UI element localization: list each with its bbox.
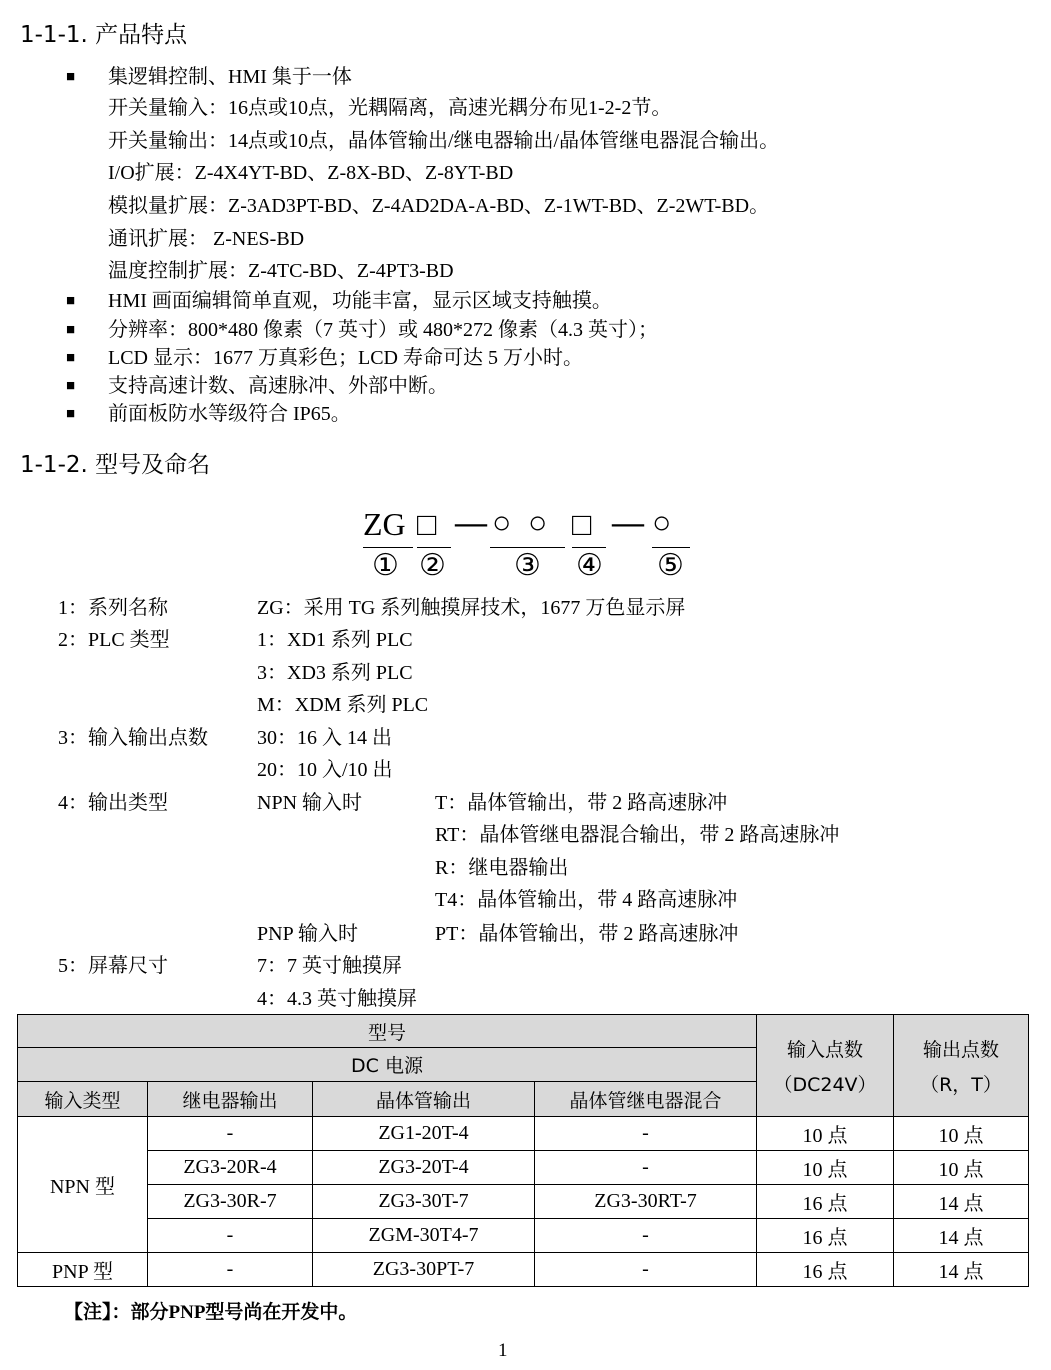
feature-item: 支持高速计数、高速脉冲、外部中断。 xyxy=(108,375,448,397)
diagram-underline xyxy=(417,547,451,548)
feature-subline: 开关量输出：14点或10点，晶体管输出/继电器输出/晶体管继电器混合输出。 xyxy=(108,130,780,152)
diagram-label-3: ③ xyxy=(514,549,541,582)
input-type-cell: NPN 型 xyxy=(18,1117,148,1253)
diagram-label-5: ⑤ xyxy=(657,549,684,582)
table-cell: 10 点 xyxy=(757,1117,894,1151)
header-transistor-output: 晶体管输出 xyxy=(313,1082,535,1117)
table-row xyxy=(18,1253,1029,1287)
naming-value: 30：16 入 14 出 xyxy=(257,727,392,749)
diagram-label-1: ① xyxy=(372,549,399,582)
naming-label-4: 4：输出类型 xyxy=(58,792,168,814)
naming-value: 1：XD1 系列 PLC xyxy=(257,629,413,651)
diagram-underline xyxy=(363,547,413,548)
header-output-points-sub: （R，T） xyxy=(920,1073,1002,1096)
table-cell: - xyxy=(535,1219,757,1253)
table-cell: 14 点 xyxy=(894,1253,1029,1287)
naming-value: M：XDM 系列 PLC xyxy=(257,694,429,716)
naming-value: T：晶体管输出，带 2 路高速脉冲 xyxy=(435,792,728,814)
table-cell: 14 点 xyxy=(894,1185,1029,1219)
table-cell: ZG1-20T-4 xyxy=(313,1117,535,1151)
naming-value: T4：晶体管输出，带 4 路高速脉冲 xyxy=(435,889,738,911)
naming-value: 20：10 入/10 出 xyxy=(257,759,393,781)
naming-value: 3：XD3 系列 PLC xyxy=(257,662,413,684)
header-output-points xyxy=(894,1015,1029,1117)
table-cell: ZG3-20R-4 xyxy=(148,1151,313,1185)
feature-subline: 开关量输入：16点或10点，光耦隔离，高速光耦分布见1-2-2节。 xyxy=(108,97,672,119)
diagram-underline xyxy=(572,547,606,548)
bullet-icon: ■ xyxy=(66,406,76,422)
page-number: 1 xyxy=(498,1340,508,1361)
table-cell: - xyxy=(535,1117,757,1151)
table-cell: 10 点 xyxy=(894,1151,1029,1185)
table-row xyxy=(18,1151,1029,1185)
naming-value: 4：4.3 英寸触摸屏 xyxy=(257,988,417,1010)
diagram-box-2: □ xyxy=(417,506,437,542)
table-row xyxy=(18,1185,1029,1219)
diagram-underline xyxy=(490,547,565,548)
diagram-prefix: ZG xyxy=(363,506,406,542)
naming-label-1: 1：系列名称 xyxy=(58,597,168,619)
feature-item-title: 集逻辑控制、HMI 集于一体 xyxy=(108,66,352,88)
header-model: 型号 xyxy=(18,1015,757,1048)
naming-label-5: 5：屏幕尺寸 xyxy=(58,955,168,977)
section-heading-model-naming: 1-1-2. 型号及命名 xyxy=(20,452,211,478)
feature-subline: 通讯扩展： Z-NES-BD xyxy=(108,228,305,250)
diagram-label-2: ② xyxy=(419,549,446,582)
naming-value: R：继电器输出 xyxy=(435,857,569,879)
table-row xyxy=(18,1219,1029,1253)
table-row xyxy=(18,1117,1029,1151)
header-dc-power: DC 电源 xyxy=(18,1048,757,1082)
naming-label-2: 2：PLC 类型 xyxy=(58,629,170,651)
table-cell: - xyxy=(148,1117,313,1151)
section-heading-features: 1-1-1. 产品特点 xyxy=(20,22,188,48)
naming-subcategory: PNP 输入时 xyxy=(257,923,358,945)
diagram-circle-3a: ○ xyxy=(492,504,512,540)
table-cell: - xyxy=(535,1253,757,1287)
diagram-label-4: ④ xyxy=(576,549,603,582)
header-input-points-title: 输入点数 xyxy=(787,1038,864,1061)
naming-value: PT：晶体管输出，带 2 路高速脉冲 xyxy=(435,923,739,945)
feature-item: HMI 画面编辑简单直观，功能丰富，显示区域支持触摸。 xyxy=(108,290,612,312)
model-table xyxy=(17,1014,1029,1287)
bullet-icon: ■ xyxy=(66,378,76,394)
table-cell: ZG3-30R-7 xyxy=(148,1185,313,1219)
table-cell: 16 点 xyxy=(757,1185,894,1219)
table-cell: 10 点 xyxy=(894,1117,1029,1151)
header-relay-output: 继电器输出 xyxy=(148,1082,313,1117)
table-cell: ZG3-30PT-7 xyxy=(313,1253,535,1287)
header-input-type: 输入类型 xyxy=(18,1082,148,1117)
table-cell: 10 点 xyxy=(757,1151,894,1185)
header-mixed-output: 晶体管继电器混合 xyxy=(535,1082,757,1117)
bullet-icon: ■ xyxy=(66,322,76,338)
feature-item: LCD 显示：1677 万真彩色；LCD 寿命可达 5 万小时。 xyxy=(108,347,583,369)
diagram-box-4: □ xyxy=(572,506,592,542)
table-cell: 16 点 xyxy=(757,1253,894,1287)
header-input-points xyxy=(757,1015,894,1117)
header-output-points-title: 输出点数 xyxy=(923,1038,1000,1061)
bullet-icon: ■ xyxy=(66,350,76,366)
table-cell: ZGM-30T4-7 xyxy=(313,1219,535,1253)
feature-subline: 温度控制扩展：Z-4TC-BD、Z-4PT3-BD xyxy=(108,260,454,282)
table-cell: - xyxy=(535,1151,757,1185)
bullet-icon: ■ xyxy=(66,69,76,85)
table-cell: ZG3-30T-7 xyxy=(313,1185,535,1219)
naming-value: ZG：采用 TG 系列触摸屏技术，1677 万色显示屏 xyxy=(257,597,686,619)
diagram-circle-3b: ○ xyxy=(528,504,548,540)
header-input-points-sub: （DC24V） xyxy=(773,1073,877,1096)
table-cell: - xyxy=(148,1253,313,1287)
table-cell: ZG3-30RT-7 xyxy=(535,1185,757,1219)
diagram-underline xyxy=(652,547,690,548)
table-cell: 14 点 xyxy=(894,1219,1029,1253)
diagram-circle-5: ○ xyxy=(652,504,672,540)
diagram-dash: — xyxy=(612,504,644,540)
input-type-cell: PNP 型 xyxy=(18,1253,148,1287)
feature-item: 前面板防水等级符合 IP65。 xyxy=(108,403,351,425)
naming-value: 7：7 英寸触摸屏 xyxy=(257,955,402,977)
development-note: 【注】：部分PNP型号尚在开发中。 xyxy=(64,1302,358,1323)
bullet-icon: ■ xyxy=(66,293,76,309)
feature-subline: I/O扩展：Z-4X4YT-BD、Z-8X-BD、Z-8YT-BD xyxy=(108,162,514,184)
table-cell: - xyxy=(148,1219,313,1253)
diagram-dash: — xyxy=(455,504,487,540)
table-cell: ZG3-20T-4 xyxy=(313,1151,535,1185)
feature-subline: 模拟量扩展：Z-3AD3PT-BD、Z-4AD2DA-A-BD、Z-1WT-BD、Z-2WT-BD。 xyxy=(108,195,770,217)
naming-value: RT：晶体管继电器混合输出，带 2 路高速脉冲 xyxy=(435,824,840,846)
naming-label-3: 3：输入输出点数 xyxy=(58,727,208,749)
feature-item: 分辨率：800*480 像素（7 英寸）或 480*272 像素（4.3 英寸）； xyxy=(108,319,658,341)
table-cell: 16 点 xyxy=(757,1219,894,1253)
naming-subcategory: NPN 输入时 xyxy=(257,792,363,814)
